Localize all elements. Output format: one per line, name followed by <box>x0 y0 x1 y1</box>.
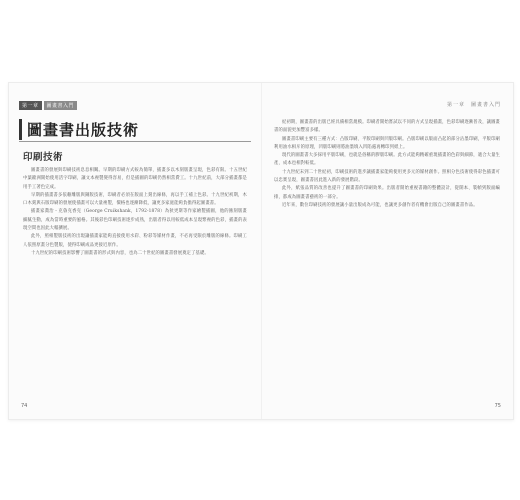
right-body-text <box>274 119 500 210</box>
paragraph: 十九世紀末到二十世紀初，印刷技術的進步讓插畫家能夠使用更多元的媒材創作。照相分色技術使得彩色插畫可以忠實呈現，圖畫書因此進入新的發展階段。 <box>274 169 500 184</box>
paragraph: 十九世紀的印刷技術影響了圖畫書的形式與內容，也為二十世紀的圖畫書發展奠定了基礎。 <box>31 250 209 256</box>
left-page <box>9 83 261 419</box>
paragraph: 圖畫書的發展與印刷技術息息相關。早期的印刷方式較為簡單，插畫多以木刻版畫呈現，色彩有限。十五世紀中葉歐洲開始使用活字印刷，讓文本複製變得容易，但是插圖的印刷仍然相當費工。十九世紀前，大部分插畫都是用手工著色完成。 <box>23 168 247 190</box>
paragraph: 早期的插畫書多依賴雕版與銅版技術，印刷者必須在版面上刻出線條，再以手工補上色彩。十九世紀初期，木口木刻與石版印刷的發展使插畫可以大量複製，價格也逐漸降低，讓更多家庭能夠負擔得起圖畫書。 <box>23 192 247 207</box>
book-spread <box>8 82 514 420</box>
right-page <box>262 83 513 419</box>
running-head: 第一章 圖畫書入門 <box>446 102 501 108</box>
paragraph: 插畫家喬治・克魯克香克（George Cruikshank，1792-1878）為狄更斯等作家繪製插圖，他的蝕刻版畫細膩生動，成為當時重要的風格。其後彩色印刷技術逐步成熟，出版者得以用較低成本呈現繁複的色彩，插畫的表現空間也因此大幅擴展。 <box>23 209 247 232</box>
left-body-text <box>23 167 247 258</box>
paragraph: 此外，照相製版技術的出現讓插畫家能夠直接使用水彩、粉彩等媒材作畫，不必再受限於雕版的線條。印刷工人依照原畫分色製版，使得印刷成品更接近原作。 <box>23 234 247 248</box>
chapter-tag-number: 第一章 <box>19 101 42 110</box>
section-divider <box>19 141 251 142</box>
paragraph: 紀初期，圖畫書的出版已經具備相當規模。印刷者開始嘗試以不同的方式呈現插畫，色彩印刷逐漸普及，讓圖畫書的面貌更加豐富多樣。 <box>274 120 500 134</box>
page-number-right: 75 <box>494 403 501 409</box>
paragraph: 近年來，數位印刷技術的發展讓小量出版成為可能，也讓更多創作者有機會出版自己的圖畫書作品。 <box>282 202 478 208</box>
paragraph: 現代的圖畫書大多採用平版印刷，也就是俗稱的膠版印刷。此方式能夠精確重現插畫的色彩與細節，適合大量生產，成本也相對較低。 <box>274 153 500 167</box>
chapter-tag-label: 圖畫書入門 <box>44 101 78 110</box>
paragraph: 此外，紙張品質的改善也提升了圖畫書的印刷效果。出版者開始重視書籍的整體設計，從開本、裝幀到版面編排，都成為圖畫書藝術的一部分。 <box>274 186 500 200</box>
page-number-left: 74 <box>21 403 28 409</box>
chapter-tag <box>19 101 77 110</box>
section-title: 圖畫書出版技術 <box>19 119 259 140</box>
subheading: 印刷技術 <box>23 152 64 163</box>
paragraph: 圖畫書印刷主要有三種方式：凸版印刷、平版印刷與凹版印刷。凸版印刷以版面凸起的部分沾墨印刷，平版印刷利用油水相斥的原理，凹版印刷則將油墨填入凹陷處再轉印到紙上。 <box>274 136 500 150</box>
